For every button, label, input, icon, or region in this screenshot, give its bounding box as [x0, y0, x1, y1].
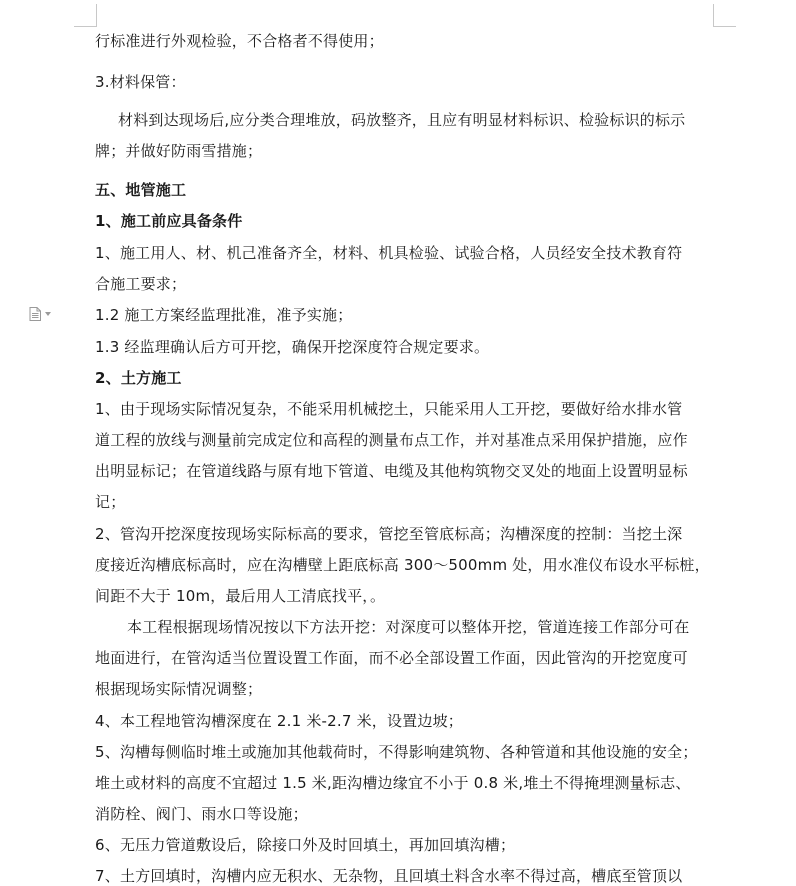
subsection-heading: 1、施工前应具备条件	[95, 212, 243, 230]
paragraph-line: 出明显标记；在管道线路与原有地下管道、电缆及其他构筑物交叉处的地面上设置明显标	[95, 462, 688, 480]
paragraph-line: 3.材料保管：	[95, 73, 186, 91]
paragraph-line: 行标准进行外观检验，不合格者不得使用；	[95, 32, 384, 50]
paragraph-line: 地面进行，在管沟适当位置设置工作面，而不必全部设置工作面，因此管沟的开挖宽度可	[95, 649, 688, 667]
paragraph-line: 本工程根据现场情况按以下方法开挖：对深度可以整体开挖，管道连接工作部分可在	[127, 618, 690, 636]
page-corner-mark-left	[74, 4, 97, 27]
paragraph-line: 1、施工用人、材、机己准备齐全，材料、机具检验、试验合格，人员经安全技术教育符	[95, 244, 683, 262]
paragraph-line: 消防栓、阀门、雨水口等设施；	[95, 805, 308, 823]
paragraph-line: 堆土或材料的高度不宜超过 1.5 米,距沟槽边缘宜不小于 0.8 米,堆土不得掩埋测量标志、	[95, 774, 691, 792]
paragraph-line: 材料到达现场后,应分类合理堆放，码放整齐，且应有明显材料标识、检验标识的标示	[118, 111, 686, 129]
paragraph-line: 记；	[95, 493, 126, 511]
document-icon[interactable]	[29, 307, 41, 321]
subsection-heading: 2、土方施工	[95, 369, 182, 387]
paragraph-line: 6、无压力管道敷设后，除接口外及时回填土，再加回填沟槽；	[95, 836, 516, 854]
paragraph-line: 5、沟槽每侧临时堆土或施加其他载荷时，不得影响建筑物、各种管道和其他设施的安全；	[95, 743, 698, 761]
paragraph-line: 1.2 施工方案经监理批准，准予实施；	[95, 306, 353, 324]
paragraph-line: 牌；并做好防雨雪措施；	[95, 142, 263, 160]
paragraph-line: 4、本工程地管沟槽深度在 2.1 米-2.7 米，设置边坡；	[95, 712, 463, 730]
paragraph-line: 1、由于现场实际情况复杂，不能采用机械挖土，只能采用人工开挖，要做好给水排水管	[95, 400, 683, 418]
paragraph-line: 2、管沟开挖深度按现场实际标高的要求，管挖至管底标高；沟槽深度的控制：当挖土深	[95, 525, 683, 543]
section-heading: 五、地管施工	[95, 181, 187, 199]
dropdown-caret-icon[interactable]	[45, 312, 51, 316]
paragraph-line: 1.3 经监理确认后方可开挖，确保开挖深度符合规定要求。	[95, 338, 490, 356]
paragraph-line: 度接近沟槽底标高时，应在沟槽壁上距底标高 300～500mm 处，用水准仪布设水平标桩，	[95, 556, 710, 574]
paragraph-line: 合施工要求；	[95, 275, 187, 293]
paragraph-line: 间距不大于 10m，最后用人工清底找平，。	[95, 587, 386, 605]
paragraph-line: 根据现场实际情况调整；	[95, 680, 263, 698]
paragraph-line: 道工程的放线与测量前完成定位和高程的测量布点工作，并对基准点采用保护措施，应作	[95, 431, 688, 449]
paragraph-line: 7、土方回填时，沟槽内应无积水、无杂物，且回填土料含水率不得过高，槽底至管顶以	[95, 867, 683, 885]
page-corner-mark-right	[713, 4, 736, 27]
